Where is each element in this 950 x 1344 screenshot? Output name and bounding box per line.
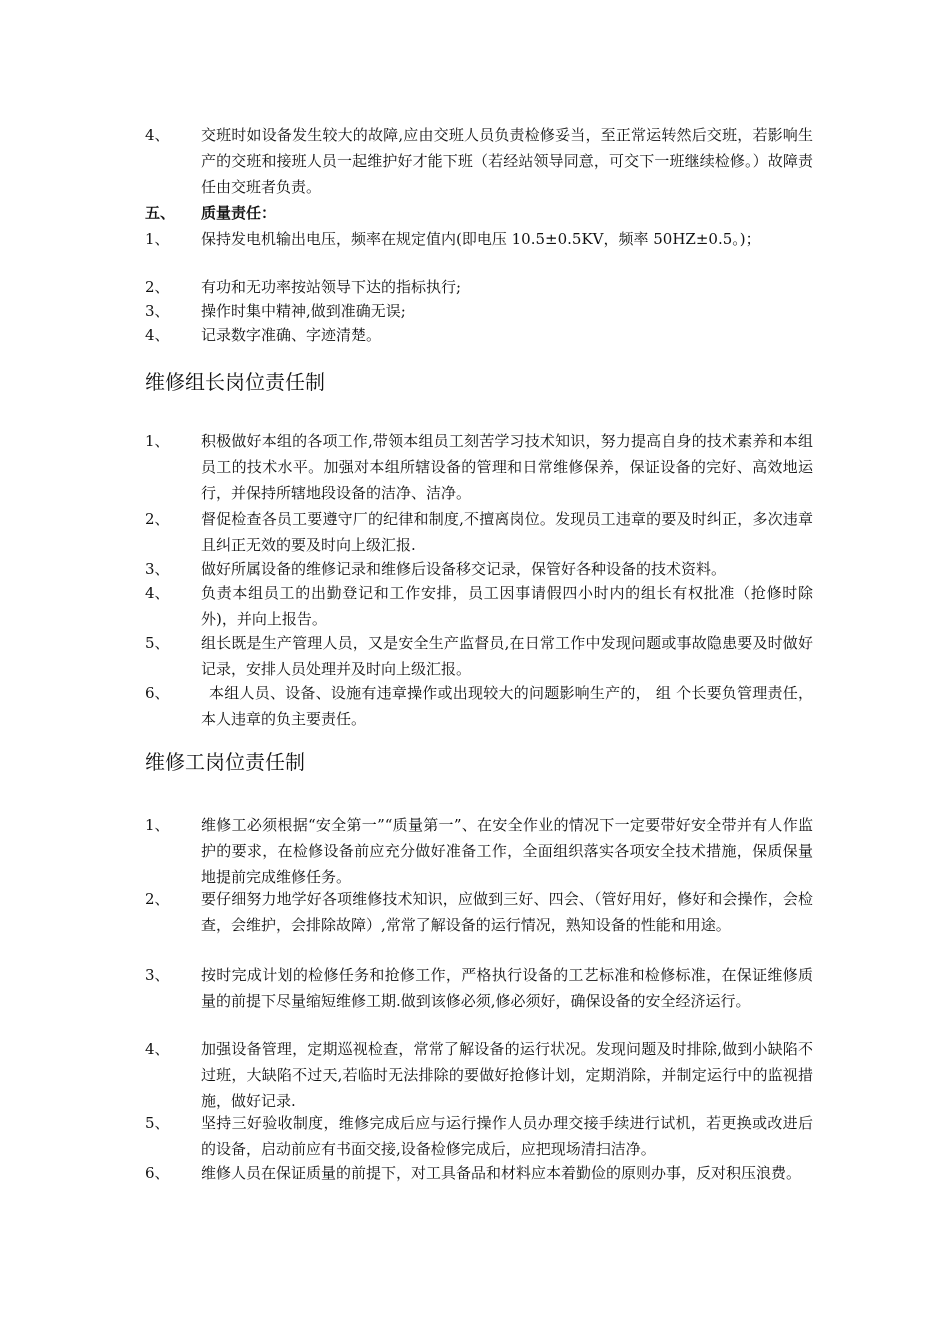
- list-item: [145, 428, 815, 506]
- list-item: [145, 580, 815, 632]
- list-item: [145, 274, 815, 300]
- list-item: [145, 886, 815, 938]
- item-number: 6、: [145, 1164, 170, 1182]
- item-number: 3、: [145, 966, 170, 984]
- item-text: 做好所属设备的维修记录和维修后设备移交记录，保管好各种设备的技术资料。: [201, 560, 727, 578]
- list-item: [145, 556, 815, 582]
- list-item: [145, 680, 815, 732]
- item-number: 4、: [145, 1040, 170, 1058]
- item-number: 1、: [145, 432, 170, 450]
- list-item: [145, 298, 815, 324]
- item-number: 1、: [145, 230, 170, 248]
- list-item: [145, 226, 815, 252]
- item-number: 4、: [145, 326, 170, 344]
- item-number: 3、: [145, 560, 170, 578]
- item-number: 4、: [145, 584, 170, 602]
- list-item: [145, 506, 815, 558]
- list-item: [145, 1160, 815, 1186]
- item-number: 1、: [145, 816, 170, 834]
- item-text: 坚持三好验收制度，维修完成后应与运行操作人员办理交接手续进行试机，若更换或改进后的设备，启动前应有书面交接,设备检修完成后，应把现场清扫洁净。: [201, 1114, 813, 1158]
- section-title-worker: 维修工岗位责任制: [145, 750, 305, 774]
- item-text: 维修人员在保证质量的前提下，对工具备品和材料应本着勤俭的原则办事，反对积压浪费。: [201, 1164, 802, 1182]
- item-text: 积极做好本组的各项工作,带领本组员工刻苦学习技术知识，努力提高自身的技术素养和本组员工的技术水平。加强对本组所辖设备的管理和日常维修保养，保证设备的完好、高效地运行，并保持所辖地段设备的洁净、洁净。: [201, 432, 813, 502]
- section-title: 质量责任：: [201, 204, 277, 222]
- item-text: 维修工必须根据“安全第一”“质量第一”、在安全作业的情况下一定要带好安全带并有人作监护的要求，在检修设备前应充分做好准备工作，全面组织落实各项安全技术措施，保质保量地提前完成维修任务。: [201, 816, 813, 886]
- item-text: 记录数字准确、字迹清楚。: [201, 326, 382, 344]
- list-item: [145, 1036, 815, 1114]
- item-text: 加强设备管理，定期巡视检查，常常了解设备的运行状况。发现问题及时排除,做到小缺陷不过班，大缺陷不过天,若临时无法排除的要做好抢修计划，定期消除，并制定运行中的监视措施，做好记录.: [201, 1040, 813, 1110]
- section-title-leader: 维修组长岗位责任制: [145, 370, 325, 394]
- item-number: 5、: [145, 634, 170, 652]
- item-number: 6、: [145, 684, 170, 702]
- section-number: 五、: [145, 204, 176, 222]
- item-text: 按时完成计划的检修任务和抢修工作，严格执行设备的工艺标准和检修标准，在保证维修质量的前提下尽量缩短维修工期.做到该修必须,修必须好，确保设备的安全经济运行。: [201, 966, 813, 1010]
- item-text: 督促检查各员工要遵守厂的纪律和制度,不擅离岗位。发现员工违章的要及时纠正，多次违章且纠正无效的要及时向上级汇报.: [201, 510, 813, 554]
- list-item: [145, 630, 815, 682]
- item-number: 2、: [145, 510, 170, 528]
- list-item: [145, 962, 815, 1014]
- list-item: [145, 322, 815, 348]
- item-text: 交班时如设备发生较大的故障,应由交班人员负责检修妥当，至正常运转然后交班，若影响生产的交班和接班人员一起维护好才能下班（若经站领导同意，可交下一班继续检修。）故障责任由交班者负责。: [201, 126, 813, 196]
- item-text: 组长既是生产管理人员，又是安全生产监督员,在日常工作中发现问题或事故隐患要及时做好记录，安排人员处理并及时向上级汇报。: [201, 634, 813, 678]
- item-text: 保持发电机输出电压，频率在规定值内(即电压 10.5±0.5KV，频率 50HZ±0.5。)；: [201, 230, 761, 248]
- item-text: 负责本组员工的出勤登记和工作安排，员工因事请假四小时内的组长有权批准（抢修时除外)，并向上报告。: [201, 584, 813, 628]
- list-item: [145, 812, 815, 890]
- item-number: 2、: [145, 890, 170, 908]
- item-number: 4、: [145, 126, 170, 144]
- item-number: 3、: [145, 302, 170, 320]
- item-text: 有功和无功率按站领导下达的指标执行;: [201, 278, 462, 296]
- item-text: 要仔细努力地学好各项维修技术知识，应做到三好、四会、（管好用好，修好和会操作，会检查，会维护，会排除故障）,常常了解设备的运行情况，熟知设备的性能和用途。: [201, 890, 813, 934]
- item-text: 操作时集中精神,做到准确无误;: [201, 302, 406, 320]
- item-number: 2、: [145, 278, 170, 296]
- item-text: 本组人员、设备、设施有违章操作或出现较大的问题影响生产的， 组 个长要负管理责任，本人违章的负主要责任。: [201, 684, 813, 728]
- list-item: [145, 1110, 815, 1162]
- section-heading-quality: [145, 200, 815, 226]
- list-item: [145, 122, 815, 200]
- item-number: 5、: [145, 1114, 170, 1132]
